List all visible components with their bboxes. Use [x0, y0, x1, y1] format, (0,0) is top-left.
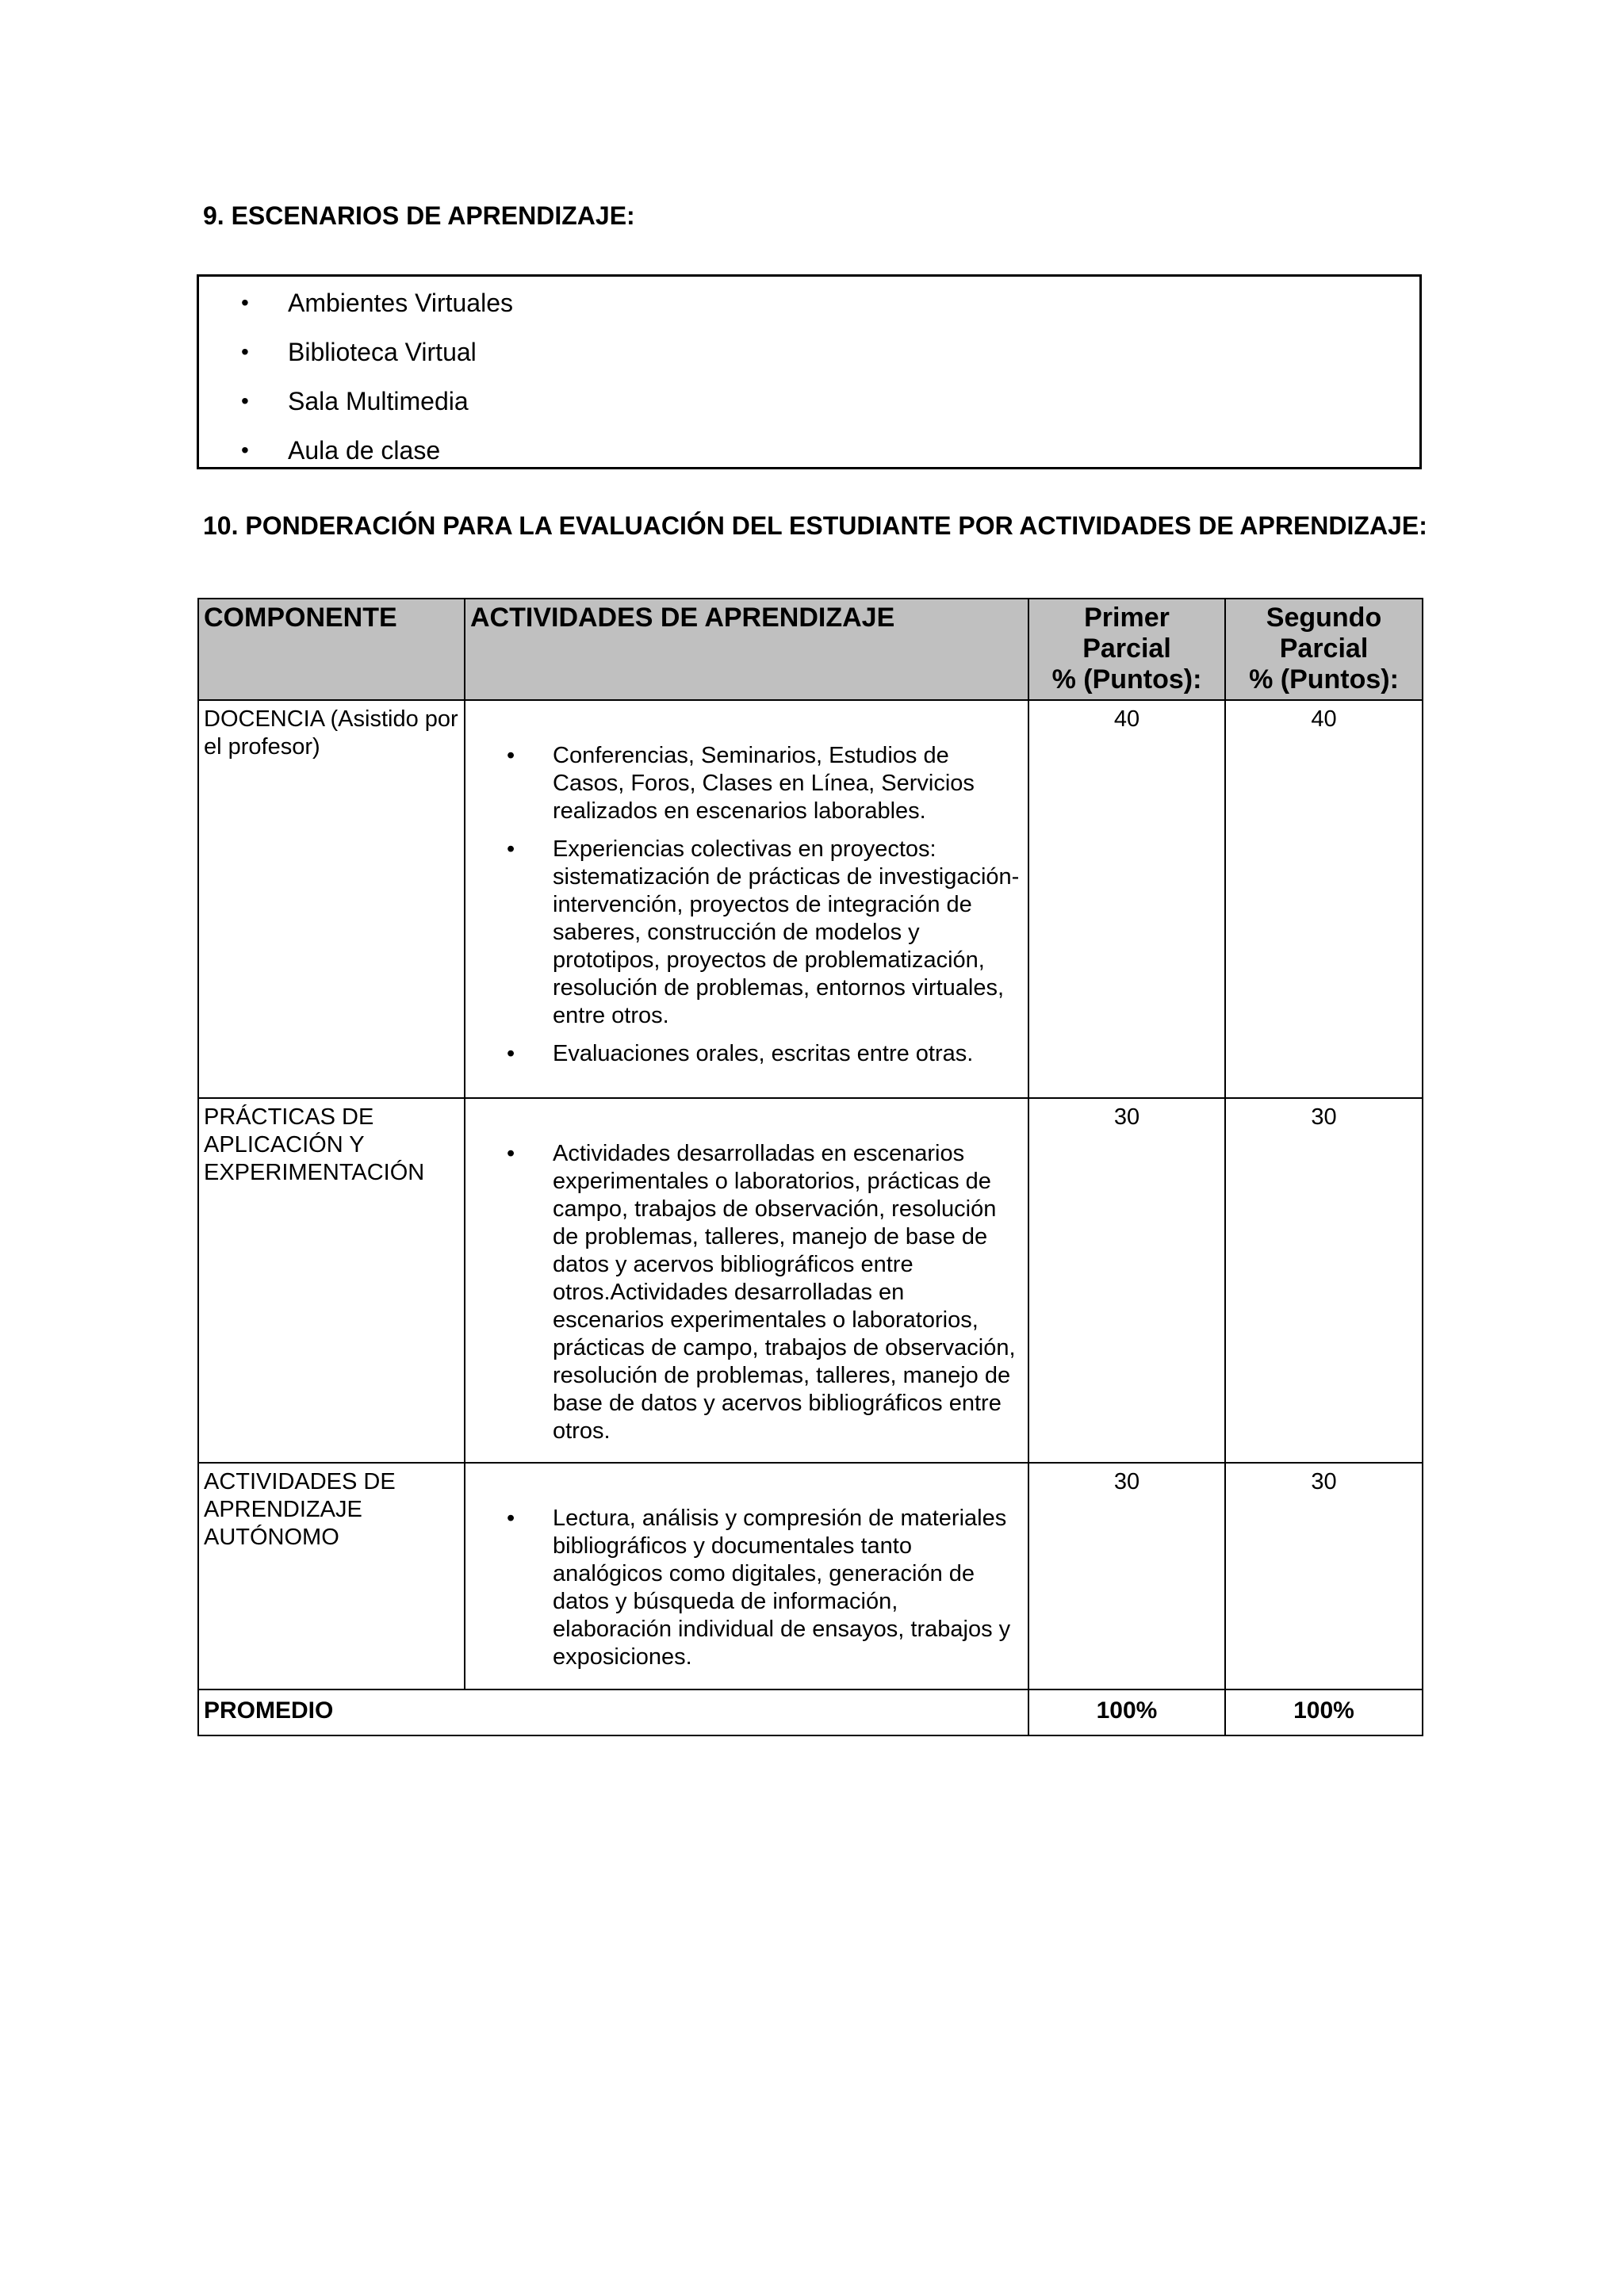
scenario-item-label: Biblioteca Virtual — [288, 338, 477, 366]
header-primer-line: % (Puntos): — [1051, 664, 1202, 695]
row-segundo-parcial-value: 40 — [1225, 700, 1423, 1098]
header-segundo-parcial — [1225, 599, 1423, 700]
bullet-icon: • — [241, 290, 249, 315]
activity-text: Evaluaciones orales, escritas entre otras. — [553, 1041, 974, 1066]
activities-list — [465, 701, 1028, 1076]
bullet-icon: • — [507, 1141, 515, 1166]
header-actividades: ACTIVIDADES DE APRENDIZAJE — [465, 599, 1028, 700]
scenario-item-label: Ambientes Virtuales — [288, 289, 513, 317]
scenario-item — [199, 432, 1419, 481]
table-footer-row — [198, 1689, 1423, 1735]
activity-item — [465, 836, 1020, 1030]
header-primer-line: Primer — [1084, 603, 1170, 633]
bullet-icon: • — [241, 388, 249, 413]
scenario-item — [199, 334, 1419, 383]
bullet-icon: • — [241, 339, 249, 364]
activity-text: Lectura, análisis y compresión de materiales bibliográficos y documentales tanto analógicos como digitales, generación de datos y búsqueda de información, elaboración individual de ensayos, trabajos y exposiciones. — [553, 1506, 1011, 1670]
activity-text: Experiencias colectivas en proyectos: sistematización de prácticas de investigación-intervención, proyectos de integración de saberes, construcción de modelos y prototipos, proyectos de problematización, resolución de problemas, entornos virtuales, entre otros. — [553, 836, 1020, 1028]
promedio-label: PROMEDIO — [198, 1689, 1028, 1735]
header-componente: COMPONENTE — [198, 599, 465, 700]
activity-item — [465, 1505, 1020, 1671]
activity-item — [465, 742, 1020, 825]
header-segundo-line: Parcial — [1279, 633, 1369, 664]
bullet-icon: • — [507, 1506, 515, 1531]
row-segundo-parcial-value: 30 — [1225, 1463, 1423, 1689]
bullet-icon: • — [507, 1041, 515, 1066]
row-segundo-parcial-value: 30 — [1225, 1098, 1423, 1463]
row-primer-parcial-value: 30 — [1028, 1463, 1225, 1689]
header-segundo-line: % (Puntos): — [1249, 664, 1399, 695]
scenario-item — [199, 285, 1419, 334]
section-10-heading: 10. PONDERACIÓN PARA LA EVALUACIÓN DEL ESTUDIANTE POR ACTIVIDADES DE APRENDIZAJE: — [203, 511, 1427, 540]
bullet-icon: • — [241, 438, 249, 462]
header-segundo-line: Segundo — [1266, 603, 1382, 633]
header-primer-parcial — [1028, 599, 1225, 700]
learning-scenarios-list — [199, 277, 1419, 481]
bullet-icon: • — [507, 743, 515, 768]
activity-text: Conferencias, Seminarios, Estudios de Casos, Foros, Clases en Línea, Servicios realizados en escenarios laborables. — [553, 743, 975, 824]
table-row — [198, 700, 1423, 1098]
promedio-primer-value: 100% — [1028, 1689, 1225, 1735]
row-componente: ACTIVIDADES DE APRENDIZAJE AUTÓNOMO — [198, 1463, 465, 1689]
activity-item — [465, 1140, 1020, 1445]
scenario-item — [199, 383, 1419, 432]
evaluation-weights-table — [197, 598, 1423, 1736]
row-primer-parcial-value: 30 — [1028, 1098, 1225, 1463]
header-primer-line: Parcial — [1082, 633, 1171, 664]
scenario-item-label: Sala Multimedia — [288, 387, 469, 415]
row-actividades — [465, 1098, 1028, 1463]
section-9-heading: 9. ESCENARIOS DE APRENDIZAJE: — [203, 201, 635, 230]
row-actividades — [465, 700, 1028, 1098]
row-componente: PRÁCTICAS DE APLICACIÓN Y EXPERIMENTACIÓN — [198, 1098, 465, 1463]
row-primer-parcial-value: 40 — [1028, 700, 1225, 1098]
table-row — [198, 1463, 1423, 1689]
scenario-item-label: Aula de clase — [288, 436, 441, 465]
row-componente: DOCENCIA (Asistido por el profesor) — [198, 700, 465, 1098]
activity-text: Actividades desarrolladas en escenarios experimentales o laboratorios, prácticas de campo, trabajos de observación, resolución de problemas, talleres, manejo de base de datos y acervos bibliográficos entre otros.Actividades desarrolladas en escenarios experimentales o laboratorios, prácticas de campo, trabajos de observación, resolución de problemas, talleres, manejo de base de datos y acervos bibliográficos entre otros. — [553, 1141, 1016, 1444]
table-header-row — [198, 599, 1423, 700]
activity-item — [465, 1040, 1020, 1068]
promedio-segundo-value: 100% — [1225, 1689, 1423, 1735]
activities-list — [465, 1099, 1028, 1453]
table-row — [198, 1098, 1423, 1463]
learning-scenarios-box — [197, 274, 1422, 469]
row-actividades — [465, 1463, 1028, 1689]
bullet-icon: • — [507, 836, 515, 862]
activities-list — [465, 1464, 1028, 1679]
